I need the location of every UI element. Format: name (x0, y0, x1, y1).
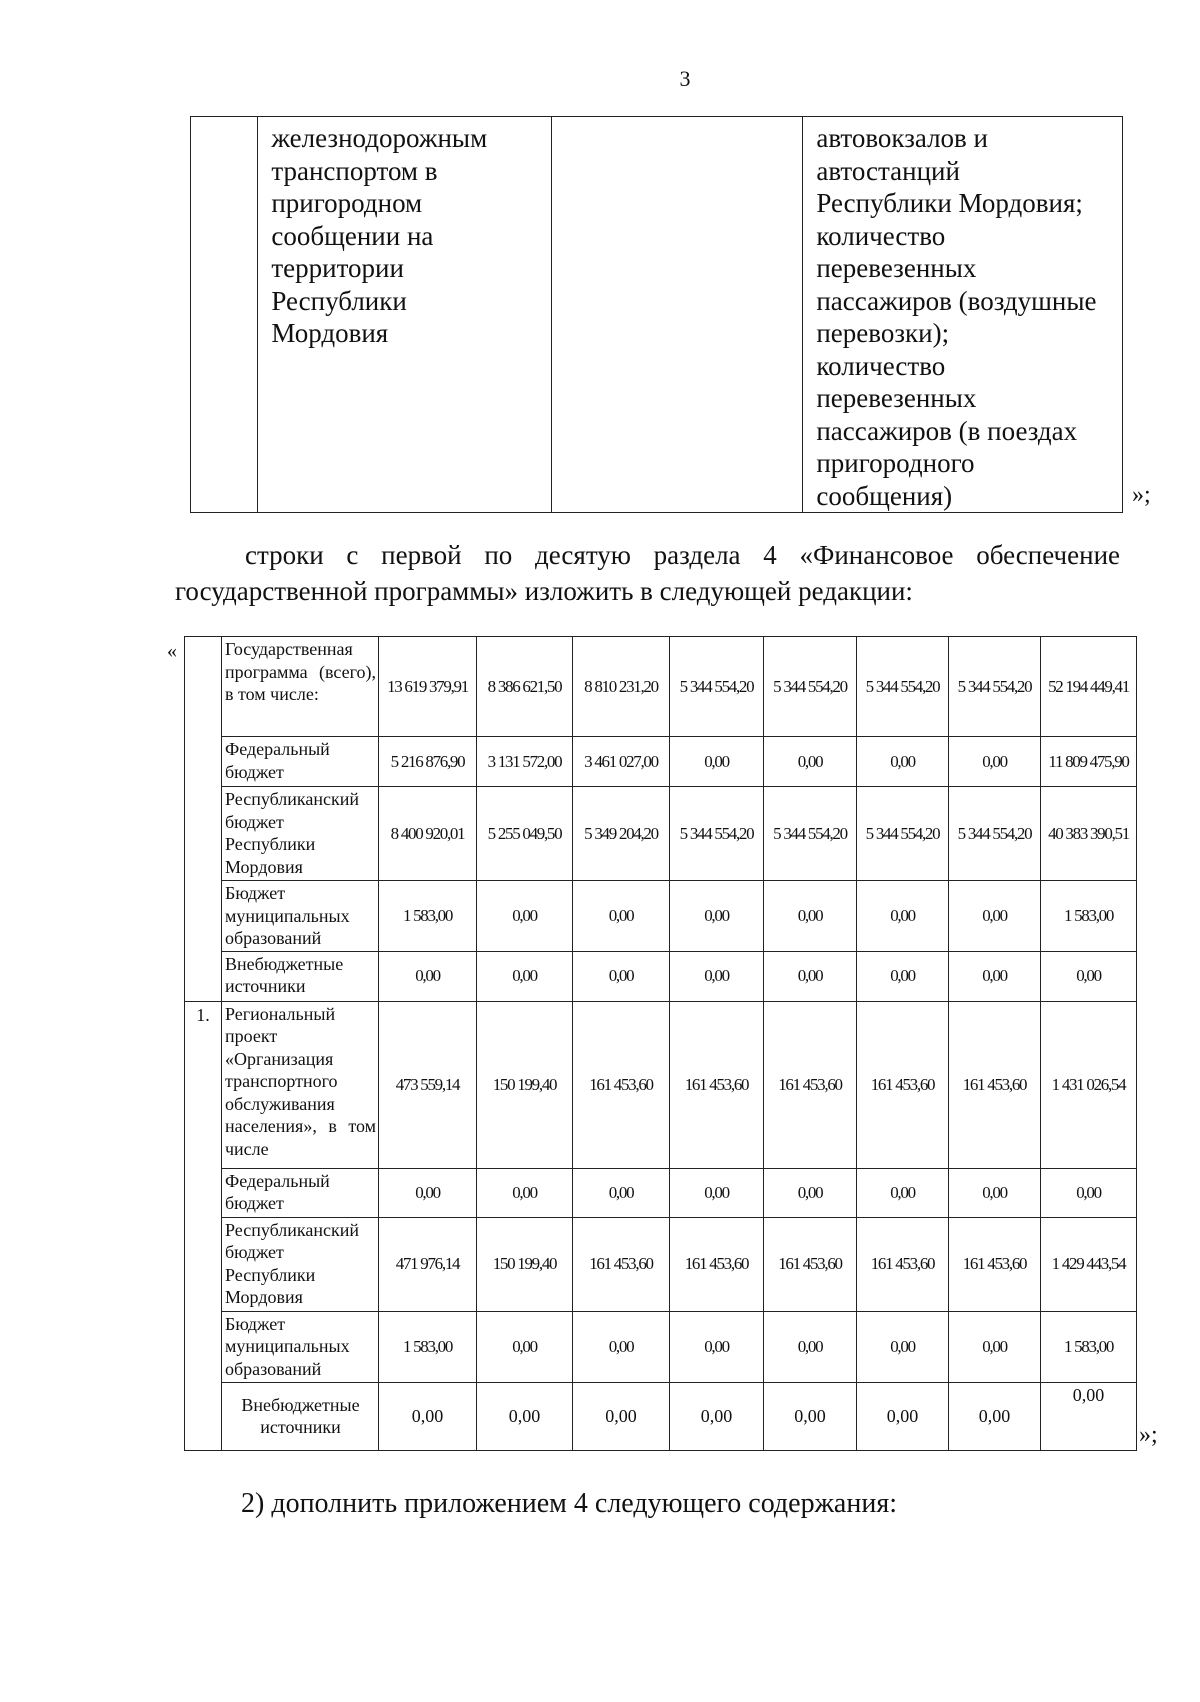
finance-value-cell: 1 583,00 (379, 1311, 477, 1382)
finance-row-label: Бюджет муниципальных образований (222, 881, 379, 952)
finance-value-cell: 161 453,60 (764, 1001, 857, 1168)
finance-row-label: Бюджет муниципальных образований (222, 1311, 379, 1382)
finance-value-cell: 1 583,00 (379, 881, 477, 952)
finance-value-cell: 0,00 (857, 737, 949, 787)
finance-value-cell: 0,00 (857, 1382, 949, 1450)
finance-value-cell: 5 344 554,20 (857, 787, 949, 881)
finance-value-cell: 0,00 (670, 1311, 764, 1382)
page-number: 3 (679, 66, 691, 91)
top-table-close-mark: »; (1132, 482, 1151, 508)
finance-row (185, 737, 1137, 787)
paragraph-line-1: строки с первой по десятую раздела 4 «Финансовое обеспечение (245, 540, 1120, 570)
finance-table-open-mark: « (167, 640, 177, 662)
finance-value-cell: 0,00 (573, 1382, 670, 1450)
finance-row-label: Внебюджетные источники (222, 1382, 379, 1450)
finance-row-label: Внебюджетные источники (222, 951, 379, 1001)
finance-value-cell: 3 461 027,00 (573, 737, 670, 787)
finance-value-cell: 0,00 (477, 881, 573, 952)
finance-value-cell: 161 453,60 (573, 1217, 670, 1311)
finance-value-cell: 0,00 (764, 737, 857, 787)
finance-table (184, 636, 1137, 1451)
finance-value-cell: 161 453,60 (670, 1217, 764, 1311)
finance-value-cell: 0,00 (477, 1168, 573, 1217)
finance-value-cell: 5 344 554,20 (670, 787, 764, 881)
finance-value-cell: 0,00 (477, 1382, 573, 1450)
finance-value-cell: 0,00 (573, 951, 670, 1001)
finance-value-cell: 8 386 621,50 (477, 637, 573, 737)
finance-value-cell: 1 429 443,54 (1041, 1217, 1137, 1311)
finance-row-label: Республиканский бюджет Республики Мордовия (222, 1217, 379, 1311)
finance-value-cell: 40 383 390,51 (1041, 787, 1137, 881)
finance-value-cell: 0,00 (949, 1311, 1041, 1382)
finance-value-cell: 3 131 572,00 (477, 737, 573, 787)
finance-value-cell: 0,00 (857, 881, 949, 952)
finance-value-cell: 0,00 (764, 1382, 857, 1450)
finance-value-cell: 0,00 (573, 1311, 670, 1382)
finance-row (185, 1001, 1137, 1168)
finance-value-cell: 0,00 (573, 881, 670, 952)
finance-value-cell: 0,00 (379, 1168, 477, 1217)
top-table-indicator-cell (803, 117, 1123, 513)
finance-value-cell: 11 809 475,90 (1041, 737, 1137, 787)
finance-value-cell: 161 453,60 (949, 1217, 1041, 1311)
finance-row-label: Республиканский бюджет Республики Мордовия (222, 787, 379, 881)
finance-value-cell: 0,00 (670, 951, 764, 1001)
finance-value-cell: 161 453,60 (670, 1001, 764, 1168)
finance-value-cell: 8 810 231,20 (573, 637, 670, 737)
finance-row-label: Региональный проект «Организация транспортного обслуживания населения», в том числе (222, 1001, 379, 1168)
finance-value-cell: 150 199,40 (477, 1217, 573, 1311)
finance-value-cell: 0,00 (379, 1382, 477, 1450)
finance-row (185, 1311, 1137, 1382)
top-table (190, 116, 1123, 513)
bottom-heading: 2) дополнить приложением 4 следующего содержания: (241, 1488, 897, 1519)
finance-value-cell: 0,00 (477, 951, 573, 1001)
finance-row (185, 1217, 1137, 1311)
finance-row (185, 1382, 1137, 1450)
finance-value-cell: 5 216 876,90 (379, 737, 477, 787)
paragraph-line-2: государственной программы» изложить в следующей редакции: (175, 576, 913, 606)
finance-value-cell: 0,00 (949, 1382, 1041, 1450)
finance-value-cell: 5 344 554,20 (670, 637, 764, 737)
finance-value-cell: 1 583,00 (1041, 881, 1137, 952)
finance-row-index (185, 637, 222, 1002)
finance-value-cell: 0,00 (764, 1311, 857, 1382)
finance-value-cell: 161 453,60 (857, 1001, 949, 1168)
top-table-name-text: железнодорожным транспортом в пригородном сообщении на территории Республики Мордовия (271, 123, 488, 348)
finance-value-cell: 0,00 (477, 1311, 573, 1382)
finance-row (185, 637, 1137, 737)
finance-value-cell: 1 431 026,54 (1041, 1001, 1137, 1168)
top-table-empty-cell (551, 117, 803, 513)
finance-value-cell: 471 976,14 (379, 1217, 477, 1311)
top-table-indicator-text: автовокзалов и автостанций Республики Мордовия; количество перевезенных пассажиров (воздушные перевозки); количество перевезенных пассажиров (в поездах пригородного сообщения) (816, 123, 1097, 511)
finance-value-cell: 0,00 (949, 737, 1041, 787)
finance-row (185, 881, 1137, 952)
finance-value-cell: 161 453,60 (857, 1217, 949, 1311)
finance-value-cell: 52 194 449,41 (1041, 637, 1137, 737)
finance-value-cell: 150 199,40 (477, 1001, 573, 1168)
finance-value-cell: 161 453,60 (949, 1001, 1041, 1168)
finance-value-cell: 0,00 (1041, 1168, 1137, 1217)
finance-value-cell: 0,00 (857, 951, 949, 1001)
finance-value-cell: 5 344 554,20 (764, 637, 857, 737)
finance-value-cell: 0,00 (949, 881, 1041, 952)
finance-value-cell: 13 619 379,91 (379, 637, 477, 737)
finance-value-cell: 0,00 (670, 1382, 764, 1450)
finance-table-close-mark: »; (1139, 1422, 1158, 1448)
finance-row-label: Федеральный бюджет (222, 737, 379, 787)
finance-value-cell: 5 255 049,50 (477, 787, 573, 881)
finance-value-cell: 0,00 (670, 881, 764, 952)
finance-value-cell: 0,00 (670, 737, 764, 787)
top-table-index-cell (191, 117, 258, 513)
finance-value-cell: 5 344 554,20 (949, 787, 1041, 881)
top-table-name-cell (258, 117, 551, 513)
finance-value-cell: 161 453,60 (573, 1001, 670, 1168)
finance-value-cell: 0,00 (949, 951, 1041, 1001)
finance-value-cell: 0,00 (857, 1168, 949, 1217)
finance-value-cell: 5 344 554,20 (764, 787, 857, 881)
finance-row-label: Федеральный бюджет (222, 1168, 379, 1217)
finance-row-index: 1. (185, 1001, 222, 1450)
finance-value-cell: 161 453,60 (764, 1217, 857, 1311)
finance-value-cell: 0,00 (764, 951, 857, 1001)
finance-value-cell: 0,00 (857, 1311, 949, 1382)
finance-value-cell: 0,00 (1041, 951, 1137, 1001)
finance-value-cell: 0,00 (670, 1168, 764, 1217)
finance-value-cell: 473 559,14 (379, 1001, 477, 1168)
finance-value-cell: 5 344 554,20 (857, 637, 949, 737)
finance-row (185, 787, 1137, 881)
finance-row (185, 1168, 1137, 1217)
finance-row (185, 951, 1137, 1001)
finance-value-cell: 5 349 204,20 (573, 787, 670, 881)
finance-value-cell: 0,00 (573, 1168, 670, 1217)
finance-value-cell: 0,00 (949, 1168, 1041, 1217)
finance-value-cell: 0,00 (764, 1168, 857, 1217)
finance-value-cell: 0,00 (379, 951, 477, 1001)
finance-value-cell: 8 400 920,01 (379, 787, 477, 881)
finance-row-label: Государственная программа (всего), в том числе: (222, 637, 379, 737)
finance-value-cell: 0,00 (764, 881, 857, 952)
finance-value-cell: 5 344 554,20 (949, 637, 1041, 737)
finance-value-cell: 1 583,00 (1041, 1311, 1137, 1382)
finance-value-cell: 0,00 (1041, 1382, 1137, 1450)
